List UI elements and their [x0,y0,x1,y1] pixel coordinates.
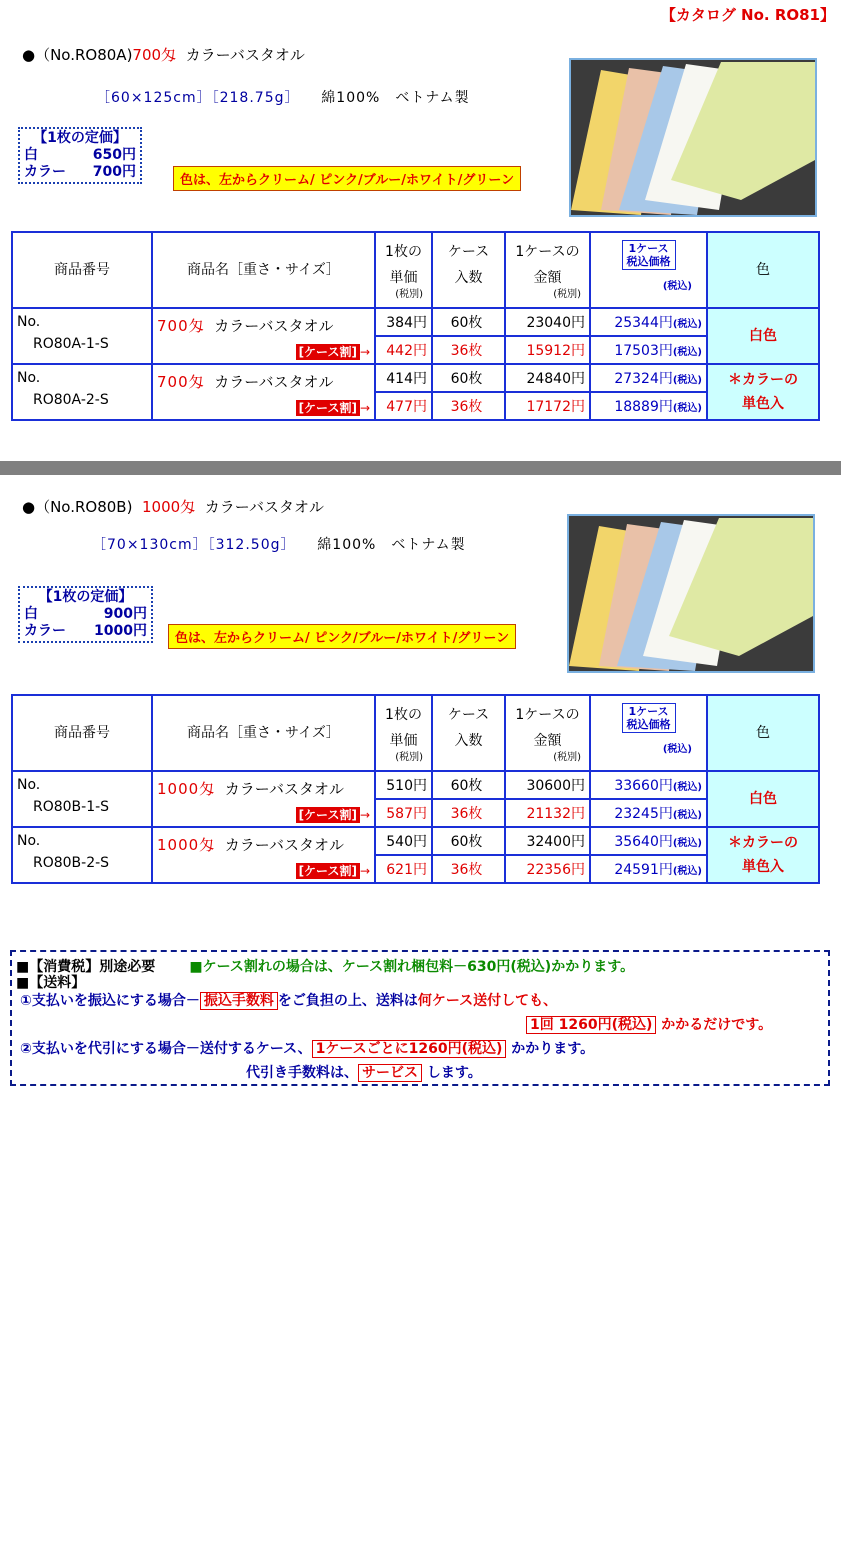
cod-note: ②支払いを代引にする場合－送付するケース、 1ケースごとに1260円(税込) かかります。 [20,1041,595,1057]
towel-photo [567,514,815,673]
spec-material: 綿100% ベトナム製 [317,537,466,553]
split-unit-price: 442円 [375,336,432,364]
split-quantity: 36枚 [432,855,505,883]
split-quantity: 36枚 [432,336,505,364]
towel-photo [569,58,817,217]
spec-line [96,87,470,107]
spec-material: 綿100% ベトナム製 [321,90,470,106]
split-taxed-price: 18889円(税込) [590,392,707,420]
split-unit-price: 477円 [375,392,432,420]
price-table [11,694,820,884]
shipping-heading: ■【送料】 [16,975,86,991]
tax-note: ■【消費税】別途必要 ■ケース割れの場合は、ケース割れ梱包料－630円(税込)かかります。 [16,959,635,975]
unit-price: 510円 [375,771,432,799]
header-color: 色 [707,232,819,308]
list-price-box [18,586,153,643]
split-unit-price: 621円 [375,855,432,883]
spec-weight: ［312.50g］ [207,537,296,553]
title-code: ●（No.RO80A) [22,46,133,64]
split-unit-price: 587円 [375,799,432,827]
list-price-heading: 【1枚の定価】 [33,130,127,146]
title-code: ●（No.RO80B) [22,498,133,516]
spec-weight: ［218.75g］ [211,90,300,106]
catalog-number: 【カタログ No. RO81】 [660,6,835,24]
product-code: No. RO80A-1-S [12,308,152,364]
case-taxed-price: 33660円(税込) [590,771,707,799]
table-row [12,308,819,336]
list-price-row: 白 650円 [24,147,136,163]
case-amount: 32400円 [505,827,590,855]
case-amount: 24840円 [505,364,590,392]
case-split-tag: [ケース割] → [296,862,370,879]
product-code: No. RO80B-2-S [12,827,152,883]
title-weight: 1000匁 [142,498,196,516]
table-header-row [12,695,819,771]
split-amount: 17172円 [505,392,590,420]
case-quantity: 60枚 [432,827,505,855]
case-taxed-price: 35640円(税込) [590,827,707,855]
product-name: 1000匁 カラーバスタオル [ケース割] → [152,827,375,883]
split-taxed-price: 23245円(税込) [590,799,707,827]
cod-fee-note: 代引き手数料は、 サービス します。 [246,1065,482,1081]
split-amount: 21132円 [505,799,590,827]
product-name: 1000匁 カラーバスタオル [ケース割] → [152,771,375,827]
title-name: カラーバスタオル [185,46,305,64]
split-quantity: 36枚 [432,799,505,827]
split-amount: 15912円 [505,336,590,364]
header-color: 色 [707,695,819,771]
bank-transfer-note: ①支払いを振込にする場合－ 振込手数料 をご負担の上、送料は何ケース送付しても、 [20,993,558,1009]
product-code: No. RO80A-2-S [12,364,152,420]
case-split-tag: [ケース割] → [296,399,370,416]
case-quantity: 60枚 [432,364,505,392]
case-amount: 30600円 [505,771,590,799]
header-unit-price: 1枚の 単価 (税別) [375,695,432,771]
price-table [11,231,820,421]
unit-price: 414円 [375,364,432,392]
split-amount: 22356円 [505,855,590,883]
table-row [12,827,819,855]
list-price-heading: 【1枚の定価】 [38,589,133,605]
title-weight: 700匁 [132,46,177,64]
case-split-tag: [ケース割] → [296,806,370,823]
section-title [22,44,305,65]
shipping-notes-box [10,950,830,1086]
list-price-row: 白 900円 [24,606,147,622]
product-name: 700匁 カラーバスタオル [ケース割] → [152,364,375,420]
color-cell: 白色 [707,771,819,827]
case-amount: 23040円 [505,308,590,336]
case-taxed-price: 27324円(税込) [590,364,707,392]
header-case-taxed: 1ケース 税込価格 (税込) [590,232,707,308]
header-case-amount: 1ケースの 金額 (税別) [505,695,590,771]
list-price-box [18,127,142,184]
shipping-fee-note: 1回 1260円(税込) かかるだけです。 [526,1014,772,1034]
section-title [22,496,324,517]
header-quantity: ケース 入数 [432,232,505,308]
table-row [12,771,819,799]
product-code: No. RO80B-1-S [12,771,152,827]
color-cell: ＊カラーの 単色入 [707,827,819,883]
spec-size: ［70×130cm］ [92,537,208,553]
color-cell: ＊カラーの 単色入 [707,364,819,420]
towel-stack-image [571,60,815,215]
header-case-taxed: 1ケース 税込価格 (税込) [590,695,707,771]
color-note: 色は、左からクリーム/ ピンク/ブルー/ホワイト/グリーン [168,624,516,649]
split-taxed-price: 17503円(税込) [590,336,707,364]
header-case-amount: 1ケースの 金額 (税別) [505,232,590,308]
color-cell: 白色 [707,308,819,364]
table-header-row [12,232,819,308]
header-code: 商品番号 [12,232,152,308]
list-price-row: カラー 700円 [24,164,136,180]
towel-stack-image [569,516,813,671]
product-name: 700匁 カラーバスタオル [ケース割] → [152,308,375,364]
color-note: 色は、左からクリーム/ ピンク/ブルー/ホワイト/グリーン [173,166,521,191]
title-name: カラーバスタオル [204,498,324,516]
case-split-tag: [ケース割] → [296,343,370,360]
split-taxed-price: 24591円(税込) [590,855,707,883]
unit-price: 540円 [375,827,432,855]
header-name: 商品名［重さ・サイズ］ [152,232,375,308]
spec-line [92,534,466,554]
unit-price: 384円 [375,308,432,336]
header-quantity: ケース 入数 [432,695,505,771]
table-row [12,364,819,392]
list-price-row: カラー 1000円 [24,623,147,639]
spec-size: ［60×125cm］ [96,90,212,106]
header-code: 商品番号 [12,695,152,771]
section-divider [0,461,841,475]
case-taxed-price: 25344円(税込) [590,308,707,336]
header-unit-price: 1枚の 単価 (税別) [375,232,432,308]
case-quantity: 60枚 [432,308,505,336]
header-name: 商品名［重さ・サイズ］ [152,695,375,771]
case-quantity: 60枚 [432,771,505,799]
split-quantity: 36枚 [432,392,505,420]
